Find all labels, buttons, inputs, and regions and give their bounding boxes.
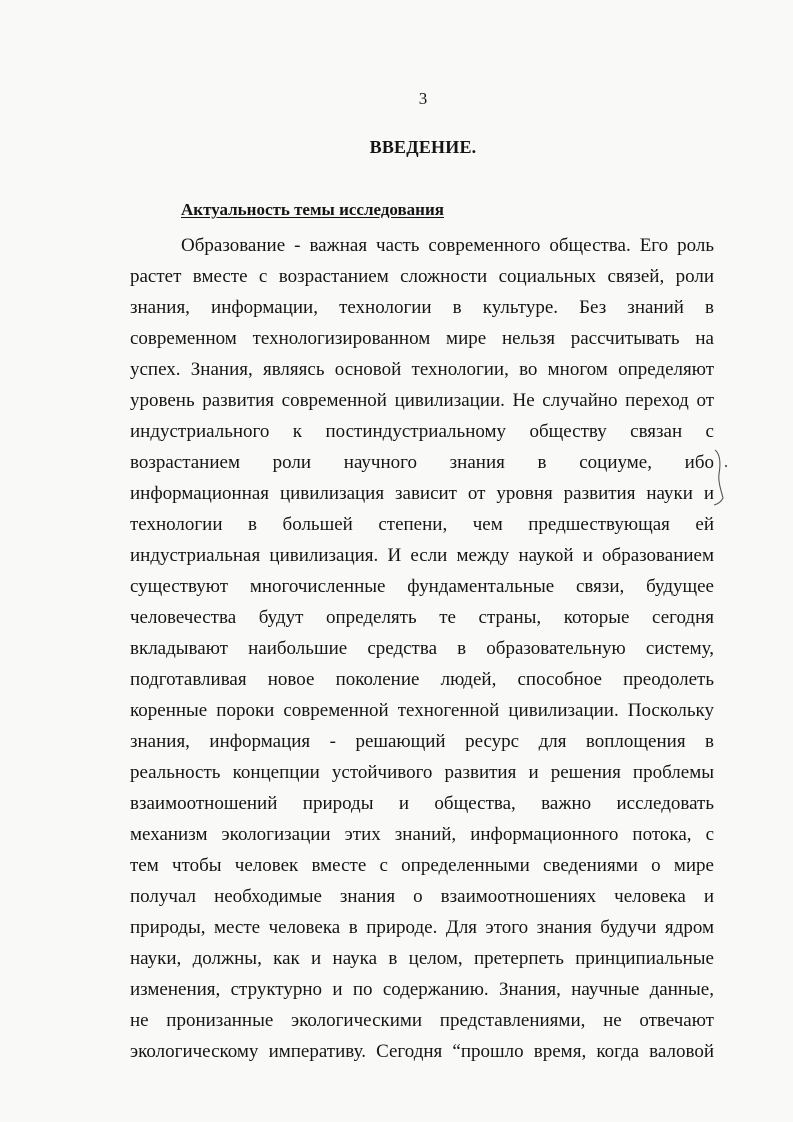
paragraph-line: возрастанием роли научного знания в социуме, ибо <box>130 452 714 473</box>
paragraph-line: уровень развития современной цивилизации. Не случайно переход от <box>130 390 714 411</box>
paragraph-line: знания, информация - решающий ресурс для воплощения в <box>130 731 714 752</box>
paragraph-line: человечества будут определять те страны, которые сегодня <box>130 607 714 628</box>
paragraph-line: изменения, структурно и по содержанию. Знания, научные данные, <box>130 979 714 1000</box>
page-title: ВВЕДЕНИЕ. <box>369 137 477 157</box>
paragraph-line: современном технологизированном мире нельзя рассчитывать на <box>130 328 714 349</box>
paragraph-line: знания, информации, технологии в культуре. Без знаний в <box>130 297 714 318</box>
paragraph-line: не пронизанные экологическими представлениями, не отвечают <box>130 1010 714 1031</box>
paragraph-line: подготавливая новое поколение людей, способное преодолеть <box>130 669 714 690</box>
paragraph-line: экологическому императиву. Сегодня “прошло время, когда валовой <box>130 1041 714 1062</box>
paragraph-line: индустриальная цивилизация. И если между наукой и образованием <box>130 545 714 566</box>
paragraph-line: технологии в большей степени, чем предшествующая ей <box>130 514 714 535</box>
paragraph-line: Образование - важная часть современного общества. Его роль <box>181 235 714 256</box>
paragraph-line: взаимоотношений природы и общества, важно исследовать <box>130 793 714 814</box>
page-number: 3 <box>418 89 428 108</box>
paragraph-line: информационная цивилизация зависит от уровня развития науки и <box>130 483 714 504</box>
body-paragraph <box>130 230 714 1067</box>
paragraph-line: науки, должны, как и наука в целом, претерпеть принципиальные <box>130 948 714 969</box>
paragraph-line: вкладывают наибольшие средства в образовательную систему, <box>130 638 714 659</box>
paragraph-line: растет вместе с возрастанием сложности социальных связей, роли <box>130 266 714 287</box>
paragraph-line: механизм экологизации этих знаний, информационного потока, с <box>130 824 714 845</box>
paragraph-line: получал необходимые знания о взаимоотношениях человека и <box>130 886 714 907</box>
section-heading: Актуальность темы исследования <box>181 200 444 219</box>
paragraph-line: успех. Знания, являясь основой технологии, во многом определяют <box>130 359 714 380</box>
paragraph-line: коренные пороки современной техногенной цивилизации. Поскольку <box>130 700 714 721</box>
paragraph-line: тем чтобы человек вместе с определенными сведениями о мире <box>130 855 714 876</box>
paragraph-line: индустриального к постиндустриальному обществу связан с <box>130 421 714 442</box>
handwritten-margin-mark-icon <box>713 446 733 506</box>
paragraph-line: реальность концепции устойчивого развития и решения проблемы <box>130 762 714 783</box>
paragraph-line: существуют многочисленные фундаментальные связи, будущее <box>130 576 714 597</box>
paragraph-line: природы, месте человека в природе. Для этого знания будучи ядром <box>130 917 714 938</box>
